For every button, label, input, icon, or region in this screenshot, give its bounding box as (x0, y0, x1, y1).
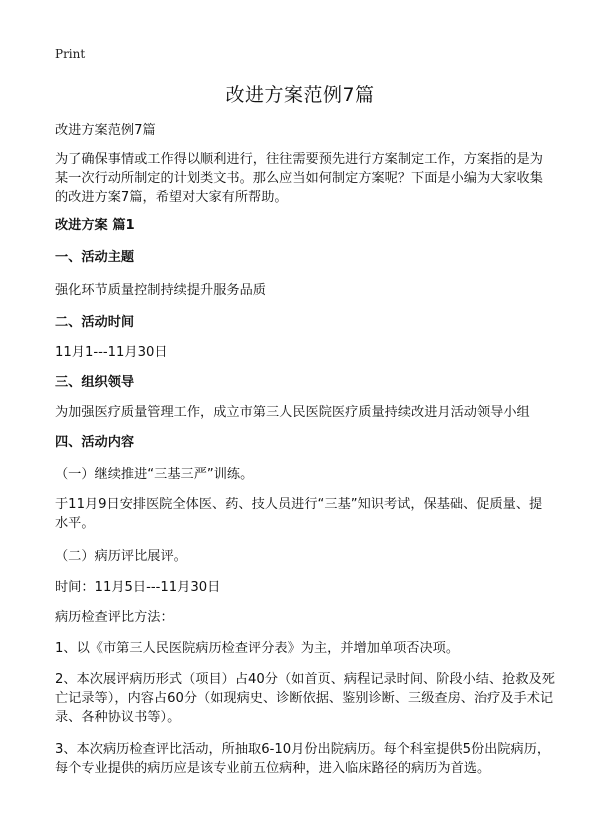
paragraph-organization: 为加强医疗质量管理工作，成立市第三人民医院医疗质量持续改进月活动领导小组 (55, 405, 530, 420)
paragraph-content-5: 病历检查评比方法： (55, 610, 174, 625)
paragraph-activity-theme: 强化环节质量控制持续提升服务品质 (55, 283, 266, 298)
paragraph-content-1: （一）继续推进“三基三严”训练。 (55, 467, 254, 482)
paragraph-activity-time: 11月1---11月30日 (55, 345, 168, 360)
heading-activity-theme: 一、活动主题 (55, 250, 135, 265)
paragraph-content-2: 于11月9日安排医院全体医、药、技人员进行“三基”知识考试，保基础、促质量、提水平。 (55, 497, 543, 531)
intro-paragraph: 为了确保事情或工作得以顺利进行，往往需要预先进行方案制定工作，方案指的是为某一次行动所制定的计划类文书。那么应当如何制定方案呢？下面是小编为大家收集的改进方案7篇，希望对大家有所帮助。 (55, 152, 543, 205)
paragraph-content-6: 1、以《市第三人民医院病历检查评分表》为主，并增加单项否决项。 (55, 641, 460, 656)
section-heading: 改进方案 篇1 (55, 218, 135, 233)
heading-activity-content: 四、活动内容 (55, 435, 135, 450)
print-label: Print (55, 47, 86, 61)
paragraph-content-7: 2、本次展评病历形式（项目）占40分（如首页、病程记录时间、阶段小结、抢救及死亡记录等），内容占60分（如现病史、诊断依据、鉴别诊断、三级查房、治疗及手术记录、各种协议书等）。 (55, 672, 555, 725)
document-title: 改进方案范例7篇 (225, 84, 375, 106)
document-subtitle: 改进方案范例7篇 (55, 123, 156, 138)
paragraph-content-8: 3、本次病历检查评比活动，所抽取6-10月份出院病历。每个科室提供5份出院病历，每个专业提供的病历应是该专业前五位病种，进入临床路径的病历为首选。 (55, 742, 551, 776)
heading-activity-time: 二、活动时间 (55, 315, 135, 330)
paragraph-content-4: 时间：11月5日---11月30日 (55, 580, 221, 595)
paragraph-content-3: （二）病历评比展评。 (55, 549, 187, 564)
heading-organization: 三、组织领导 (55, 375, 135, 390)
